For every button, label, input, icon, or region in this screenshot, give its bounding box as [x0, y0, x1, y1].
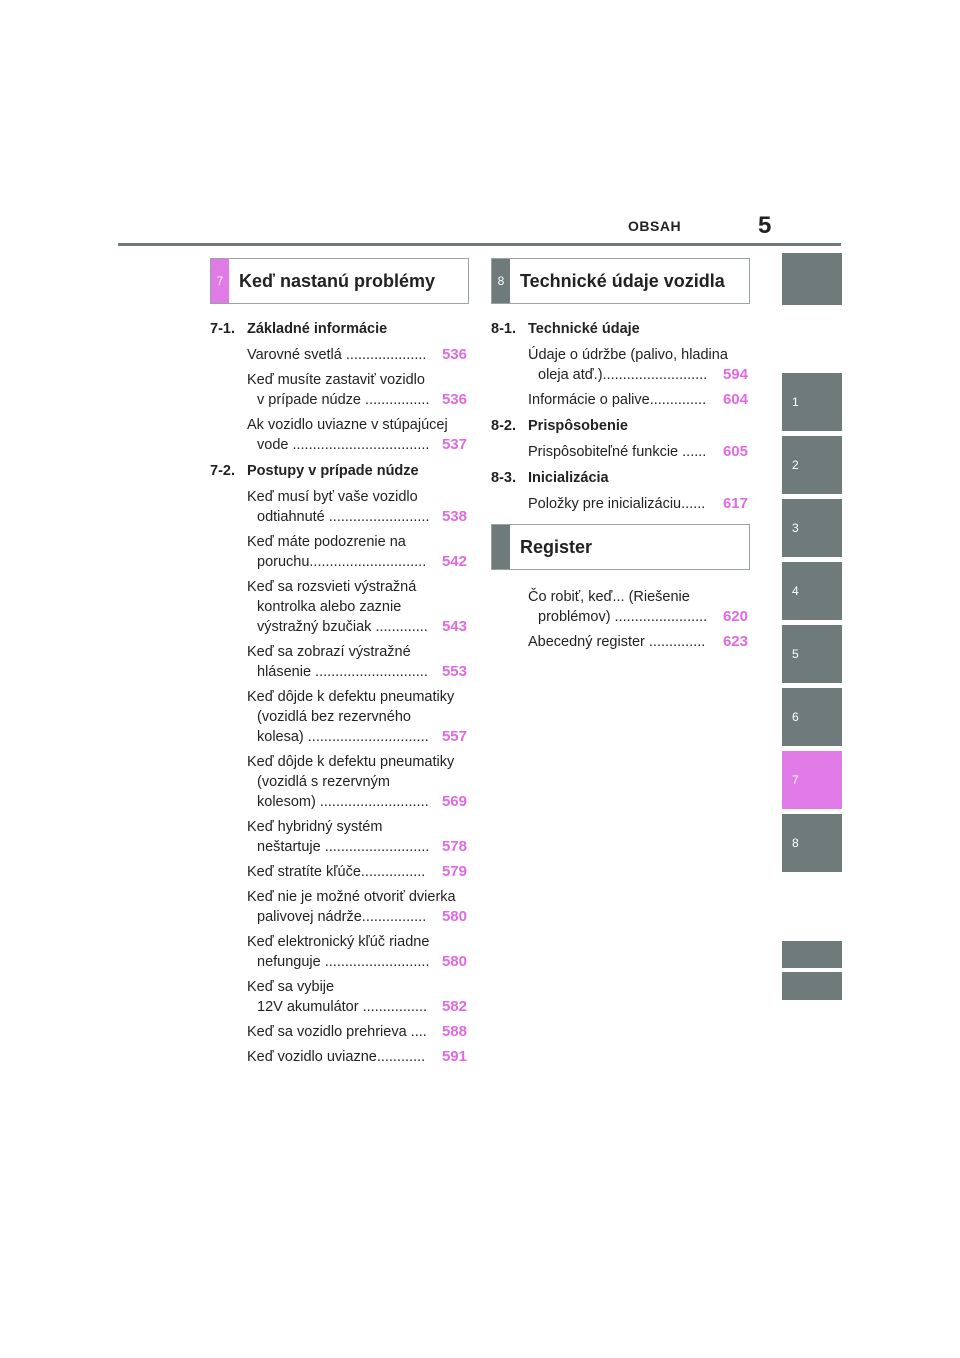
page-link[interactable]: 588 — [441, 1023, 467, 1040]
entry-text: Keď nie je možné otvoriť dvierka — [247, 889, 456, 905]
subsection-7-1[interactable] — [210, 321, 387, 337]
page-link[interactable]: 579 — [441, 863, 467, 880]
toc-entry[interactable] — [247, 345, 467, 365]
entry-text: Keď stratíte kľúče................ — [247, 864, 426, 880]
entry-text: Ak vozidlo uviazne v stúpajúcej — [247, 417, 448, 433]
entry-text: vode .................................. — [257, 437, 430, 453]
side-tab-label: 3 — [792, 521, 799, 535]
side-tab-label: 4 — [792, 584, 799, 598]
subsection-number: 7-1. — [210, 321, 235, 337]
side-tab-label: 7 — [792, 773, 799, 787]
entry-text: Položky pre inicializáciu...... — [528, 496, 706, 512]
entry-text: Keď musí byť vaše vozidlo — [247, 489, 418, 505]
toc-entry[interactable] — [247, 577, 467, 637]
toc-entry[interactable] — [528, 390, 748, 410]
entry-text: palivovej nádrže................ — [257, 909, 427, 925]
page-link[interactable]: 591 — [441, 1048, 467, 1065]
subsection-8-1[interactable] — [491, 321, 640, 337]
subsection-8-2[interactable] — [491, 418, 628, 434]
entry-text: Varovné svetlá .................... — [247, 347, 427, 363]
entry-text: kolesa) .............................. — [257, 729, 429, 745]
toc-entry[interactable] — [528, 442, 748, 462]
toc-entry[interactable] — [528, 587, 748, 627]
subsection-title: Základné informácie — [247, 321, 388, 337]
section-8-title: Technické údaje vozidla — [520, 271, 725, 291]
entry-text: Keď dôjde k defektu pneumatiky — [247, 689, 455, 705]
toc-entry[interactable] — [247, 687, 467, 747]
page-link[interactable]: 623 — [722, 633, 748, 650]
page-link[interactable]: 542 — [441, 553, 467, 570]
entry-text: Informácie o palive.............. — [528, 392, 707, 408]
entry-text: Keď dôjde k defektu pneumatiky — [247, 754, 455, 770]
page-link[interactable]: 617 — [722, 495, 748, 512]
side-tab-4[interactable] — [782, 562, 842, 620]
toc-entry[interactable] — [247, 415, 467, 455]
header-title: OBSAH — [628, 218, 682, 234]
page-link[interactable]: 578 — [441, 838, 467, 855]
toc-entry[interactable] — [528, 494, 748, 514]
side-tab-label: 6 — [792, 710, 799, 724]
entry-text: Keď máte podozrenie na — [247, 534, 406, 550]
entry-text: 12V akumulátor ................ — [257, 999, 428, 1015]
toc-entry[interactable] — [528, 345, 748, 385]
side-tab-label: 5 — [792, 647, 799, 661]
subsection-number: 7-2. — [210, 463, 235, 479]
side-tab-5[interactable] — [782, 625, 842, 683]
side-tab-blank-b — [782, 972, 842, 1000]
subsection-title: Technické údaje — [528, 321, 640, 337]
subsection-number: 8-2. — [491, 418, 516, 434]
side-tab-6[interactable] — [782, 688, 842, 746]
section-8-heading[interactable] — [491, 258, 750, 304]
register-tab — [492, 525, 510, 569]
toc-entry[interactable] — [247, 932, 467, 972]
entry-text: problémov) ....................... — [538, 609, 708, 625]
register-title: Register — [520, 537, 593, 557]
toc-entry[interactable] — [247, 370, 467, 410]
side-tab-1[interactable] — [782, 373, 842, 431]
entry-text: nefunguje .......................... — [257, 954, 430, 970]
subsection-8-3[interactable] — [491, 470, 609, 486]
page-link[interactable]: 605 — [722, 443, 748, 460]
side-tab-3[interactable] — [782, 499, 842, 557]
subsection-title: Prispôsobenie — [528, 418, 628, 434]
register-heading[interactable] — [491, 524, 750, 570]
subsection-title: Postupy v prípade núdze — [247, 463, 419, 479]
page-link[interactable]: 536 — [441, 346, 467, 363]
side-tab-blank-top — [782, 253, 842, 305]
section-8-tab: 8 — [492, 259, 510, 303]
entry-text: neštartuje .......................... — [257, 839, 430, 855]
page-number: 5 — [758, 212, 772, 239]
page-link[interactable]: 580 — [441, 953, 467, 970]
toc-entry[interactable] — [247, 487, 467, 527]
page-link[interactable]: 553 — [441, 663, 467, 680]
section-7-title: Keď nastanú problémy — [239, 271, 435, 291]
page-link[interactable]: 582 — [441, 998, 467, 1015]
section-7-heading[interactable] — [210, 258, 469, 304]
entry-text: Keď vozidlo uviazne............ — [247, 1049, 426, 1065]
entry-text: hlásenie ............................ — [257, 664, 428, 680]
entry-text: (vozidlá s rezervným — [257, 774, 390, 790]
subsection-number: 8-3. — [491, 470, 516, 486]
entry-text: oleja atď.).......................... — [538, 367, 708, 383]
side-tab-label: 2 — [792, 458, 799, 472]
entry-text: Keď sa rozsvieti výstražná — [247, 579, 417, 595]
toc-entry[interactable] — [247, 642, 467, 682]
page-link[interactable]: 569 — [441, 793, 467, 810]
subsection-7-2[interactable] — [210, 463, 419, 479]
toc-entry[interactable] — [247, 862, 467, 882]
toc-entry[interactable] — [247, 752, 467, 812]
entry-text: Keď sa zobrazí výstražné — [247, 644, 411, 660]
entry-text: Čo robiť, keď... (Riešenie — [528, 589, 690, 605]
toc-entry[interactable] — [247, 817, 467, 857]
side-tab-2[interactable] — [782, 436, 842, 494]
entry-text: Abecedný register .............. — [528, 634, 706, 650]
subsection-number: 8-1. — [491, 321, 516, 337]
side-tab-8[interactable] — [782, 814, 842, 872]
toc-entry[interactable] — [247, 532, 467, 572]
toc-entry[interactable] — [247, 1047, 467, 1067]
toc-entry[interactable] — [247, 977, 467, 1017]
entry-text: Keď hybridný systém — [247, 819, 383, 835]
toc-entry[interactable] — [247, 1022, 467, 1042]
entry-text: (vozidlá bez rezervného — [257, 709, 411, 725]
page-link[interactable]: 620 — [722, 608, 748, 625]
toc-entry[interactable] — [528, 632, 748, 652]
side-tab-7-active[interactable] — [782, 751, 842, 809]
entry-text: výstražný bzučiak ............. — [257, 619, 428, 635]
entry-text: kontrolka alebo zaznie — [257, 599, 402, 615]
page-link[interactable]: 594 — [722, 366, 748, 383]
side-tab-label: 8 — [792, 836, 799, 850]
page-link[interactable]: 538 — [441, 508, 467, 525]
entry-text: Prispôsobiteľné funkcie ...... — [528, 444, 707, 460]
page-link[interactable]: 604 — [722, 391, 748, 408]
entry-text: odtiahnuté ......................... — [257, 509, 430, 525]
toc-entry[interactable] — [247, 887, 467, 927]
entry-text: v prípade núdze ................ — [257, 392, 430, 408]
page-link[interactable]: 557 — [441, 728, 467, 745]
side-tab-blank-a — [782, 941, 842, 968]
entry-text: poruchu............................. — [257, 554, 427, 570]
entry-text: Keď sa vybije — [247, 979, 335, 995]
page-link[interactable]: 537 — [441, 436, 467, 453]
entry-text: Údaje o údržbe (palivo, hladina — [528, 347, 728, 363]
entry-text: kolesom) ........................... — [257, 794, 429, 810]
page-link[interactable]: 543 — [441, 618, 467, 635]
section-7-tab: 7 — [211, 259, 229, 303]
header-rule — [118, 243, 841, 246]
entry-text: Keď musíte zastaviť vozidlo — [247, 372, 425, 388]
entry-text: Keď elektronický kľúč riadne — [247, 934, 430, 950]
entry-text: Keď sa vozidlo prehrieva .... — [247, 1024, 427, 1040]
page-link[interactable]: 580 — [441, 908, 467, 925]
side-tab-label: 1 — [792, 395, 799, 409]
subsection-title: Inicializácia — [528, 470, 609, 486]
page-link[interactable]: 536 — [441, 391, 467, 408]
